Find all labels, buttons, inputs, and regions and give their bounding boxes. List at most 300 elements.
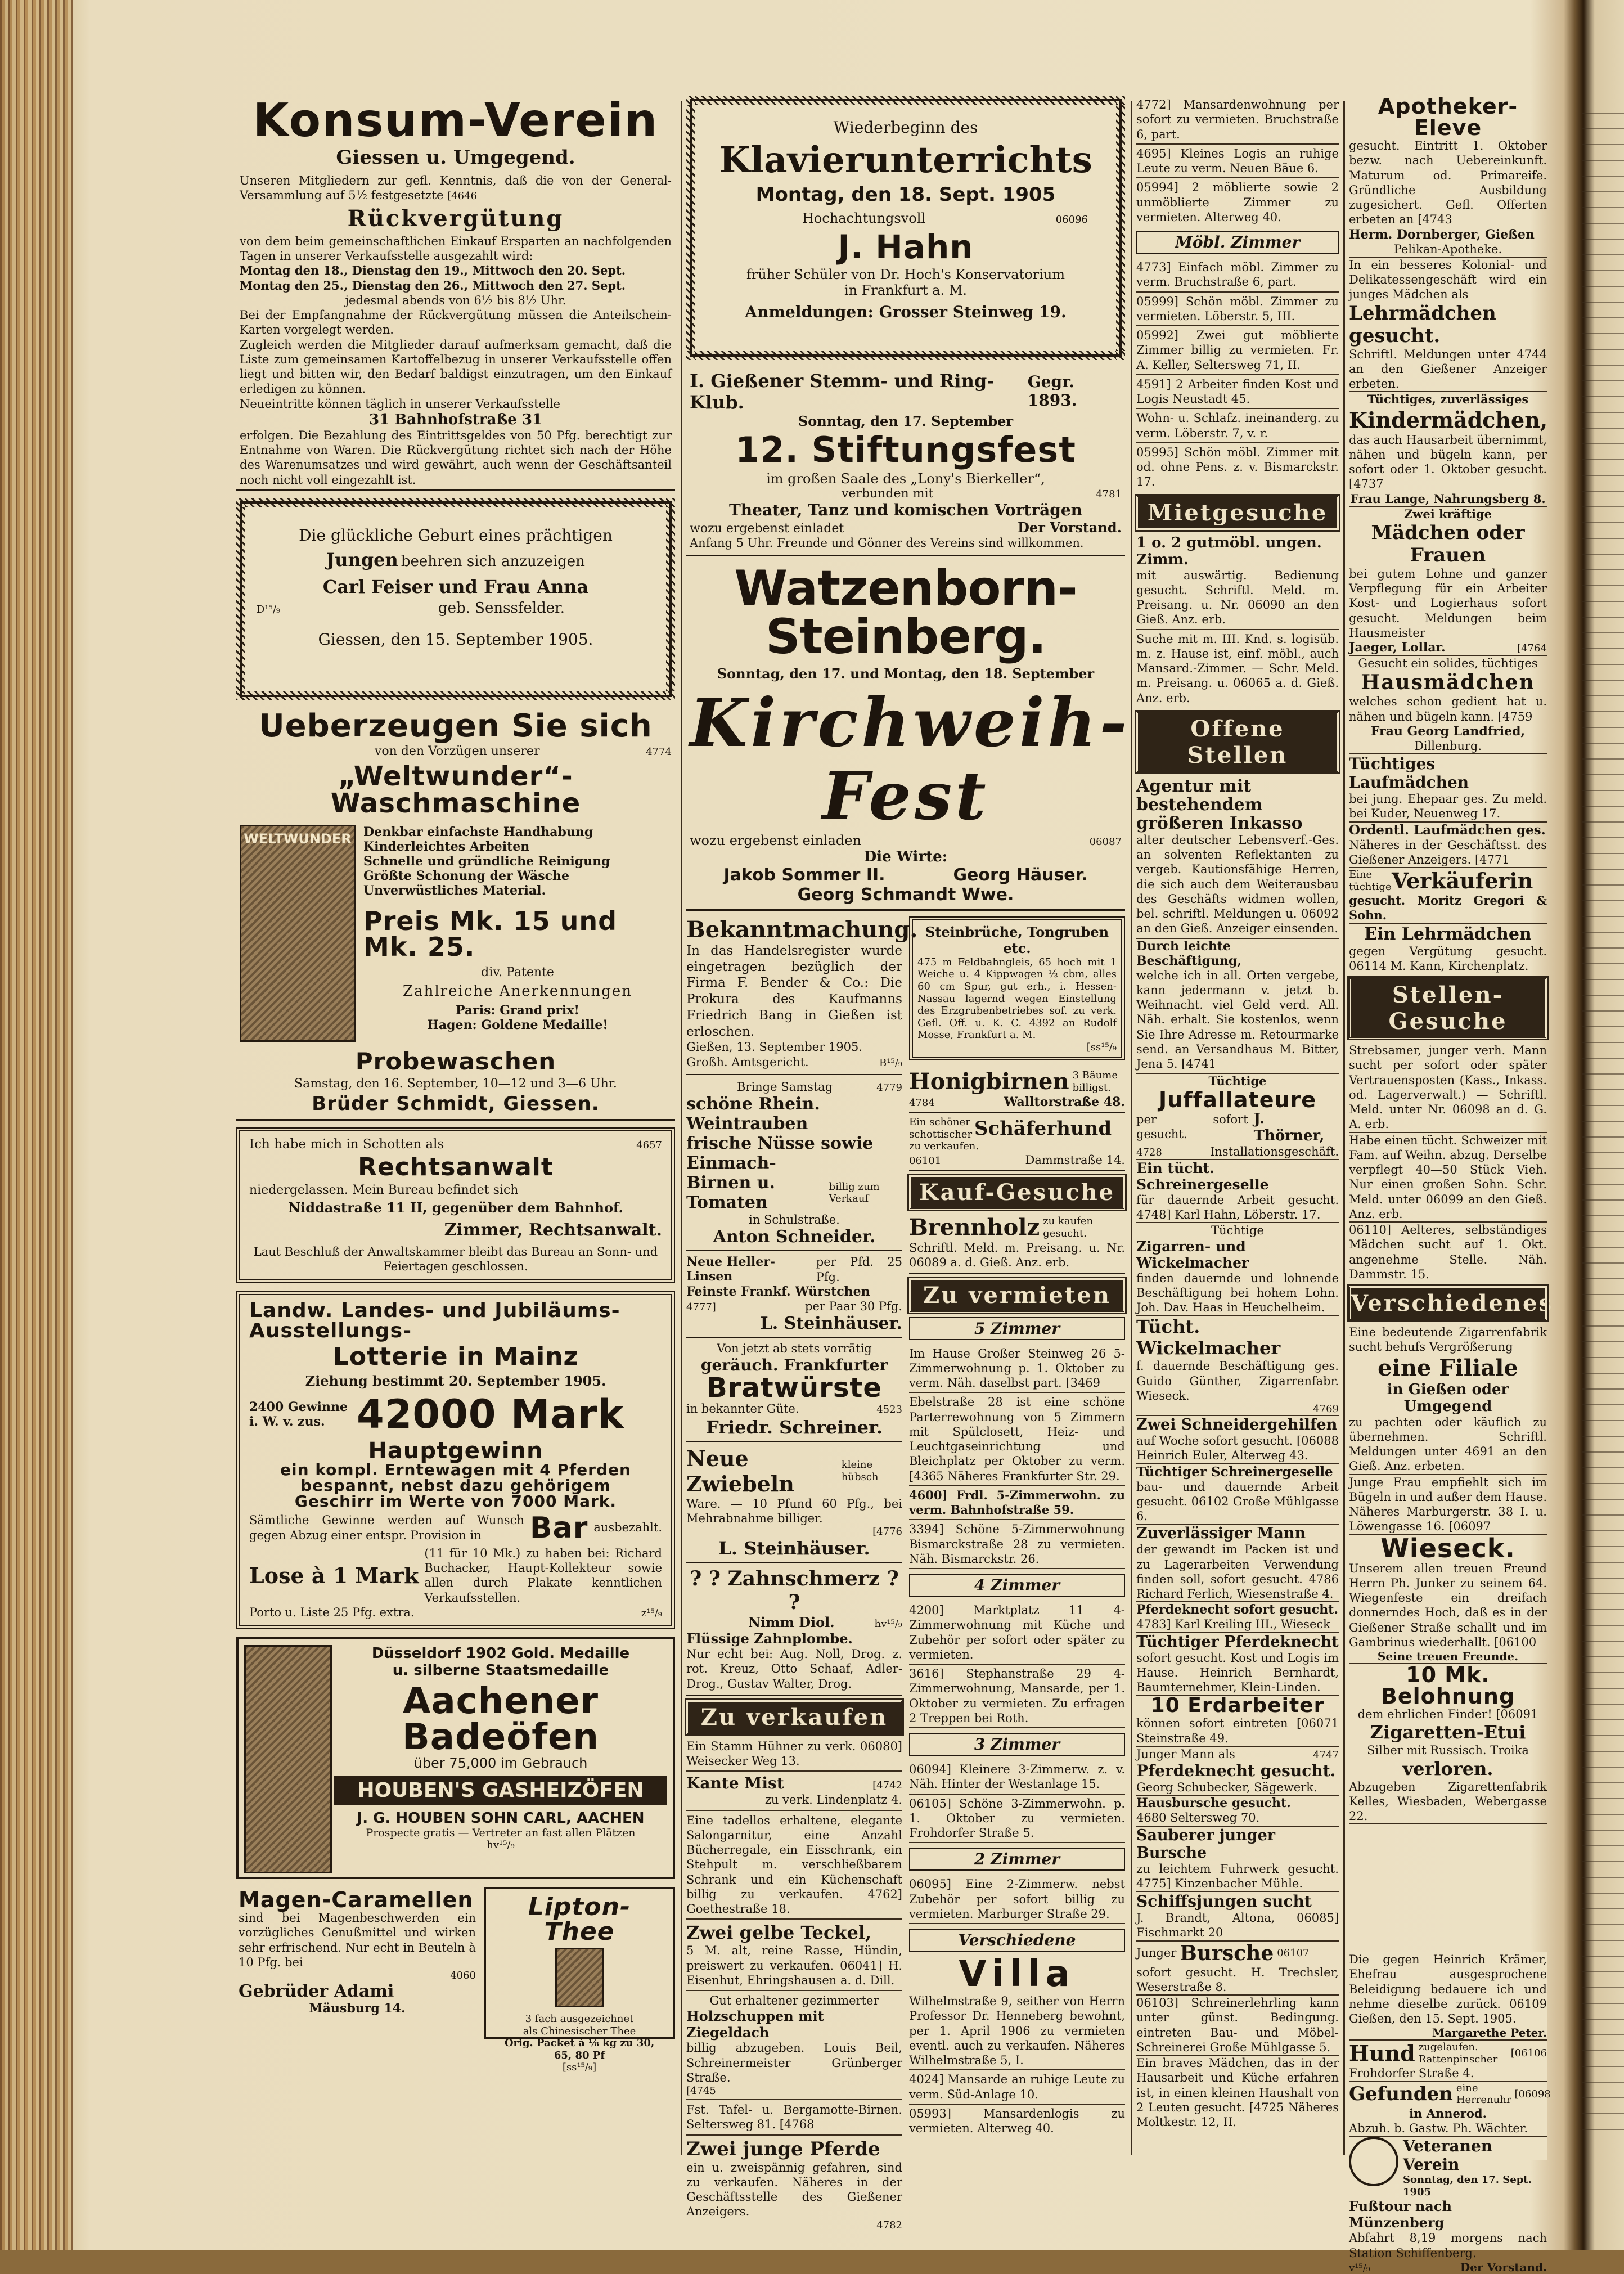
ad-aachener-badeoefen xyxy=(236,1637,675,1879)
ref-number: v¹⁵/₉ xyxy=(1349,2262,1370,2274)
firm-name: Jaeger, Lollar. xyxy=(1349,640,1446,655)
text-line: 3 fach ausgezeichnet xyxy=(525,2013,634,2025)
ad-weltwunder xyxy=(236,708,675,1121)
ad-schaeferhund xyxy=(909,1116,1125,1171)
ref-number: 4777] xyxy=(686,1301,716,1313)
draw-date: Ziehung bestimmt 20. September 1905. xyxy=(305,1373,606,1390)
paragraph: von dem beim gemeinschaftlichen Einkauf Ersparten an nachfolgenden Tagen in unserer Verkaufsstelle ausgezahlt wird: xyxy=(240,234,672,263)
column-rule xyxy=(1343,101,1345,2155)
heading: Rückvergütung xyxy=(347,205,564,232)
classified-ad: 5 M. alt, reine Rasse, Hündin, preiswert zu verkaufen. 06041] H. Eisenhut, Ehringshausen a. d. Dill. xyxy=(686,1944,902,1987)
address: Mäusburg 14. xyxy=(309,2001,406,2016)
column-1 xyxy=(236,96,675,2160)
classified-ad: Junge Frau empfiehlt sich im Bügeln in und außer dem Hause. Näheres Marburgerstr. 38 I. u. Löwengasse 16. [06097 xyxy=(1349,1475,1547,1535)
classified-title: Veteranen xyxy=(1403,2137,1493,2156)
text-line: Anfang 5 Uhr. Freunde und Gönner des Vereins sind willkommen. xyxy=(690,536,1084,550)
ref-number: 4782 xyxy=(876,2219,902,2231)
prize-line: ein kompl. Erntewagen mit 4 Pferden xyxy=(280,1460,631,1480)
classified-ad: bei gutem Lohne und ganzer Verpflegung für ein Arbeiter Kost- und Logierhaus sofort gesucht. Meldungen beim Hausmeister xyxy=(1349,567,1547,640)
ref-number: [4742 xyxy=(872,1779,902,1792)
firm-name: Frau Lange, Nahrungsberg 8. xyxy=(1349,492,1547,507)
text-line: Von jetzt ab stets vorrätig xyxy=(717,1342,872,1356)
ad-title: Steinbrüche, Tongruben etc. xyxy=(925,923,1109,956)
classified-ad: 06105] Schöne 3-Zimmerwohn. p. 1. Oktober zu vermieten. Frohdorfer Straße 5. xyxy=(909,1795,1125,1844)
text-line: Pelikan-Apotheke. xyxy=(1349,242,1547,258)
ref-number: [4776 xyxy=(872,1526,902,1538)
subcolumn-2b xyxy=(909,916,1125,2233)
classified-title: Ein tücht. Schreinergeselle xyxy=(1136,1160,1269,1193)
text-line: Silber mit Russisch. Troika xyxy=(1367,1743,1529,1758)
text-line: Bringe Samstag xyxy=(737,1080,833,1094)
classified-ad: 3394] Schöne 5-Zimmerwohnung Bismarckstraße 28 zu vermieten. Näh. Bismarckstr. 26. xyxy=(909,1520,1125,1569)
classified-title: Pferdeknecht sofort gesucht. xyxy=(1136,1602,1339,1617)
washing-machine-image xyxy=(240,825,356,1042)
classified-title: Apotheker-Eleve xyxy=(1378,94,1518,140)
parents-name: Carl Feiser und Frau Anna xyxy=(322,576,589,597)
classified-ad: 4695] Kleines Logis an ruhige Leute zu verm. Neuen Bäue 6. xyxy=(1136,145,1339,179)
product-name: Bratwürste xyxy=(707,1372,882,1404)
subcolumn-2a xyxy=(686,916,918,2233)
classified-ad: Ein braves Mädchen, das in der Hausarbeit und Küche erfahren ist, in einen kleinen Haushalt von 2 Leuten gesucht. [4725 Näheres Moltkestr. 12, II. xyxy=(1136,2056,1339,2129)
classified-title: in Gießen oder Umgegend xyxy=(1387,1381,1509,1415)
text-line: Porto u. Liste 25 Pfg. extra. xyxy=(249,1605,415,1619)
classified-ad: J. Brandt, Altona, 06085] Fischmarkt 20 xyxy=(1136,1911,1339,1942)
classified-title: Hausbursche gesucht. xyxy=(1136,1796,1291,1811)
classified-ad: 4783] Karl Kreiling III., Wieseck xyxy=(1136,1617,1339,1633)
paragraph: Nur echt bei: Aug. Noll, Drog. z. rot. Kreuz, Otto Schaaf, Adler-Drog., Gustav Walter, Drog. xyxy=(686,1647,902,1691)
subheader-2-zimmer: 2 Zimmer xyxy=(909,1848,1125,1871)
classified-title: Zigaretten-Etui xyxy=(1370,1722,1526,1743)
text-line: verbunden mit xyxy=(842,487,934,501)
subheader-verschiedene: Verschiedene xyxy=(909,1929,1125,1952)
classified-ad: Abzuh. b. Gastw. Ph. Wächter. xyxy=(1349,2121,1547,2137)
classified-ad: in Annerod. xyxy=(1409,2106,1487,2120)
classified-ad: alter deutscher Lebensverf.-Ges. an solventen Reflektanten zu vergeb. Kautionsfähige Herren, die sich auch dem Weiterausbau des Geschäfts widmen wollen, bel. schriftl. Meldungen u. 06092 an den Gieß. Anzeiger einsenden. xyxy=(1136,833,1339,939)
text-line: kleine hübsch xyxy=(841,1459,879,1483)
ad-title: Klavierunterrichts xyxy=(719,139,1092,181)
text-line: in bekannter Güte. xyxy=(686,1402,799,1416)
ref-number: [ss¹⁵/₉ xyxy=(1086,1041,1117,1053)
ad-kirchweih xyxy=(686,560,1131,911)
price: per Paar 30 Pfg. xyxy=(805,1299,902,1313)
teacher-name: J. Hahn xyxy=(838,228,974,266)
classified-title: Pferdeknecht gesucht. xyxy=(1136,1761,1336,1780)
ad-birth-announcement xyxy=(236,498,675,700)
event-title: Kirchweih-Fest xyxy=(690,684,1131,835)
feature: Denkbar einfachste Handhabung xyxy=(363,824,593,839)
classified-ad: 06094] Kleinere 3-Zimmerw. z. v. Näh. Hinter der Westanlage 15. xyxy=(909,1760,1125,1795)
host-name: Georg Schmandt Wwe. xyxy=(797,884,1014,905)
classified-ad: zu leichtem Fuhrwerk gesucht. 4775] Kinzenbacher Mühle. xyxy=(1136,1862,1339,1893)
ad-title: Ueberzeugen Sie sich xyxy=(259,707,653,744)
text-line: Zwei kräftige xyxy=(1403,506,1492,521)
address: Walltorstraße 48. xyxy=(1004,1095,1125,1109)
paragraph: sind bei Magenbeschwerden ein vorzügliches Genußmittel und wirken sehr erfrischend. Nur echt in Beuteln à 10 Pfg. bei xyxy=(239,1911,476,1969)
classified-ad: ein u. zweispännig gefahren, sind zu verkaufen. Näheres in der Geschäftsstelle des Gießener Anzeigers. xyxy=(686,2160,902,2219)
product-name: Badeöfen xyxy=(402,1716,599,1758)
classified-ad: Habe einen tücht. Schweizer mit Fam. auf Weihn. abzug. Derselbe verpflegt 40—50 Stück Vieh. Nur einen großen Sohn. Schr. Meld. unter 06099 an den Gieß. Anz. erb. xyxy=(1349,1133,1547,1223)
classified-title: Kindermädchen, xyxy=(1349,407,1548,433)
firm-name: Herm. Dornberger, Gießen xyxy=(1349,227,1535,242)
firm-name: Gebrüder Adami xyxy=(239,1981,394,2001)
classified-ad: 06103] Schreinerlehrling kann unter günst. Bedingung. eintreten Bau- und Möbel-Schreinerei Große Mühlgasse 5. xyxy=(1136,1996,1339,2056)
text-line: Zahlreiche Anerkennungen xyxy=(403,982,632,1000)
product-name: „Weltwunder“-Waschmaschine xyxy=(330,760,581,819)
date-line: Montag, den 18. Sept. 1905 xyxy=(755,183,1056,206)
price: Preis Mk. 15 und Mk. 25. xyxy=(363,905,618,962)
address: 31 Bahnhofstraße 31 xyxy=(368,411,542,428)
classified-title: Tücht. Wickelmacher xyxy=(1136,1316,1281,1359)
subheader-5-zimmer: 5 Zimmer xyxy=(909,1317,1125,1340)
classified-ad: 4772] Mansardenwohnung per sofort zu vermieten. Bruchstraße 6, part. xyxy=(1136,96,1339,145)
ref-number: 4657 xyxy=(636,1139,662,1151)
ref-number: [ss¹⁵/₉] xyxy=(562,2061,597,2074)
ad-title: Rechtsanwalt xyxy=(358,1152,554,1181)
classified-ad: Abfahrt 8,19 morgens nach Station Schiffenberg. xyxy=(1349,2231,1547,2260)
classified-title: Wieseck. xyxy=(1380,1533,1515,1563)
text-line: Theater, Tanz und komischen Vorträgen xyxy=(728,501,1083,519)
classified-ad: können sofort eintreten [06071 Steinstraße 49. xyxy=(1136,1716,1339,1747)
classified-title: Hund xyxy=(1349,2041,1415,2066)
classified-title: Zuverlässiger Mann xyxy=(1136,1525,1306,1543)
classified-title: Gefunden xyxy=(1349,2083,1453,2106)
text-line: zugelaufen. Rattenpinscher xyxy=(1418,2041,1498,2065)
ref-number: [4764 xyxy=(1517,642,1547,654)
text-line: Laut Beschluß der Anwaltskammer bleibt das Bureau an Sonn- und Feiertagen geschlossen. xyxy=(253,1244,658,1273)
classified-title: Juffallateure xyxy=(1158,1087,1317,1112)
classified-ad: 4600] Frdl. 5-Zimmerwohn. zu verm. Bahnhofstraße 59. xyxy=(909,1486,1125,1521)
ad-klavierunterricht xyxy=(686,96,1125,360)
classified-title: verloren. xyxy=(1402,1758,1493,1779)
host-name: Georg Häuser. xyxy=(953,865,1088,885)
paragraph: Zugleich werden die Mitglieder darauf aufmerksam gemacht, daß die Liste zum gemeinsamen Kartoffelbezug in unserer Verkaufsstelle offen liegt und bitten wir, den Bedarf baldigst einzutragen, um den Einkauf erledigen zu können. xyxy=(240,338,672,396)
text-line: i. W. v. zus. xyxy=(249,1414,325,1430)
classified-title: Verein xyxy=(1403,2155,1460,2174)
prize-line: Geschirr im Werte von 7000 Mark. xyxy=(294,1492,617,1511)
classified-ad: 4680 Seltersweg 70. xyxy=(1136,1810,1339,1826)
event-time: Samstag, den 16. September, 10—12 und 3—6 Uhr. xyxy=(294,1076,617,1091)
text-line: beehren sich anzuzeigen xyxy=(401,552,585,570)
signature: Margarethe Peter. xyxy=(1349,2026,1547,2041)
classified-ad: billig abzugeben. Louis Beil, Schreinermeister Grünberger Straße. xyxy=(686,2041,902,2084)
merchant-name: Anton Schneider. xyxy=(713,1227,876,1247)
ref-number: 06107 xyxy=(1277,1947,1310,1959)
ref-number: z¹⁵/₉ xyxy=(641,1607,662,1619)
classified-ad: 06110] Aelteres, selbständiges Mädchen sucht auf 1. Okt. angenehme Stelle. Näh. Dammstr. 15. xyxy=(1349,1223,1547,1281)
subheader-4-zimmer: 4 Zimmer xyxy=(909,1574,1125,1597)
text-line: zu kaufen gesucht. xyxy=(1043,1215,1094,1239)
ad-lipton-thee xyxy=(484,1887,675,2074)
classified-ad: gegen Vergütung gesucht. 06114 M. Kann, Kirchenplatz. xyxy=(1349,944,1547,973)
award: Paris: Grand prix! xyxy=(455,1003,580,1018)
classified-ad: Abzugeben Zigarettenfabrik Kelles, Wiesbaden, Webergasse 22. xyxy=(1349,1779,1547,1825)
ref-number: D¹⁵/₉ xyxy=(257,603,281,615)
veterans-emblem xyxy=(1349,2137,1398,2186)
classified-ad: Wohn- u. Schlafz. ineinanderg. zu verm. Löberstr. 7, v. r. xyxy=(1136,409,1339,443)
text-line: Tüchtige xyxy=(1211,1224,1264,1238)
text-line: ausbezahlt. xyxy=(593,1521,662,1535)
classified-ad: Ein Stamm Hühner zu verk. 06080] Weisecker Weg 13. xyxy=(686,1739,902,1772)
product-line: schöne Rhein. Weintrauben xyxy=(686,1094,820,1134)
merchant-name: L. Steinhäuser. xyxy=(760,1314,902,1334)
text-line: Dillenburg. xyxy=(1349,739,1547,754)
column-5-bottom xyxy=(1349,1952,1551,2274)
ref-number: 06096 xyxy=(1055,214,1088,226)
classified-ad: 4773] Einfach möbl. Zimmer zu verm. Bruchstraße 6, part. xyxy=(1136,258,1339,293)
ref-number: 4784 xyxy=(909,1097,935,1109)
classified-ad: gesucht. Moritz Gregori & Sohn. xyxy=(1349,893,1547,924)
paragraph: Bei der Empfangnahme der Rückvergütung müssen die Anteilschein-Karten vorgelegt werden. xyxy=(240,308,672,337)
product-name: Neue Zwiebeln xyxy=(686,1445,794,1496)
main-prize: Hauptgewinn xyxy=(368,1438,543,1464)
signature: Großh. Amtsgericht. xyxy=(686,1055,809,1069)
ref-number: [06098 xyxy=(1514,2088,1551,2100)
address: Niddastraße 11 II, gegenüber dem Bahnhof. xyxy=(288,1199,623,1216)
text-line: niedergelassen. Mein Bureau befindet sich xyxy=(249,1183,519,1197)
classified-ad: zu pachten oder käuflich zu übernehmen. Schriftl. Meldungen unter 4691 an den Gieß. Anz. erbeten. xyxy=(1349,1415,1547,1475)
classified-ad: Die gegen Heinrich Krämer, Ehefrau ausgesprochene Beleidigung bedauere ich und nehme dieselbe zurück. 06109 Gießen, den 15. Sept. 1905. xyxy=(1349,1953,1547,2025)
classified-ad: welches schon gedient hat u. nähen und bügeln kann. [4759 xyxy=(1349,695,1547,723)
text-line: Tüchtige xyxy=(1208,1074,1267,1089)
ad-rechtsanwalt xyxy=(236,1127,675,1284)
classified-ad: Gut erhaltener gezimmerter xyxy=(709,1994,879,2008)
text-line: Hochachtungsvoll xyxy=(802,210,926,226)
classified-title: Zwei gelbe Teckel, xyxy=(686,1922,872,1944)
classified-title: Schiffsjungen sucht xyxy=(1136,1892,1312,1911)
text-line: Junger Mann als xyxy=(1136,1747,1235,1761)
classified-title: Zwei junge Pferde xyxy=(686,2137,880,2160)
villa-title: Villa xyxy=(959,1953,1076,1996)
date-line: Montag den 18., Dienstag den 19., Mittwoch den 20. Sept. xyxy=(240,263,626,278)
classified-ad: Frohdorfer Straße 4. xyxy=(1349,2066,1547,2082)
lawyer-name: Zimmer, Rechtsanwalt. xyxy=(444,1220,662,1240)
classified-title: eine Filiale xyxy=(1378,1354,1518,1381)
classified-ad: Näheres in der Geschäftsst. des Gießener Anzeigers. [4771 xyxy=(1349,838,1547,869)
classified-ad: zu verk. Lindenplatz 4. xyxy=(764,1793,902,1807)
classified-title: Tüchtiger Schreinergeselle xyxy=(1136,1464,1333,1480)
section-header-stellen-gesuche: Stellen-Gesuche xyxy=(1349,978,1547,1039)
ad-lotterie-mainz xyxy=(236,1291,675,1629)
classified-ad: 06095] Eine 2-Zimmerw. nebst Zubehör per sofort billig zu vermieten. Marburger Straße 29. xyxy=(909,1875,1125,1924)
classified-title: Hausmädchen xyxy=(1361,671,1535,695)
ad-title: Landw. Landes- und Jubiläums-Ausstellungs- xyxy=(249,1299,620,1343)
date-line: Sonntag, den 17. und Montag, den 18. September xyxy=(717,666,1095,682)
ref-number: hv¹⁵/₉ xyxy=(874,1618,902,1630)
text-line: zu verkaufen. xyxy=(909,1140,979,1153)
section-header-zu-verkaufen: Zu verkaufen xyxy=(686,1700,902,1734)
ref-number: [06106 xyxy=(1510,2047,1547,2060)
date-line: jedesmal abends von 6½ bis 8½ Uhr. xyxy=(345,293,566,307)
ref-number: 4728 xyxy=(1136,1146,1162,1158)
image-caption: WELTWUNDER xyxy=(244,830,352,847)
section-header-verschiedenes: Verschiedenes xyxy=(1349,1286,1547,1320)
product-line: Feinste Frankf. Würstchen xyxy=(686,1284,870,1299)
text-line: Prospecte gratis — Vertreter an fast allen Plätzen xyxy=(366,1827,636,1839)
classified-title: Ein Lehrmädchen xyxy=(1364,924,1532,944)
text-line: div. Patente xyxy=(481,965,554,979)
ad-stemm-ring-klub xyxy=(686,368,1125,556)
text-line: 2400 Gewinne xyxy=(249,1400,348,1415)
paragraph: Ware. — 10 Pfund 60 Pfg., bei Mehrabnahme billiger. xyxy=(686,1496,902,1525)
text-line: Die Wirte: xyxy=(863,848,948,865)
classified-title: Kante Mist xyxy=(686,1774,784,1793)
ref-number: 4060 xyxy=(450,1970,476,1981)
feature: Kinderleichtes Arbeiten xyxy=(363,839,530,854)
text-line: Wiederbeginn des xyxy=(833,118,978,137)
text-line: 3 Bäume billigst. xyxy=(1072,1069,1118,1094)
classified-title: Lehrmädchen gesucht. xyxy=(1349,302,1496,347)
text-line: Ein schöner schottischer xyxy=(909,1116,973,1140)
signature: Der Vorstand. xyxy=(1460,2260,1547,2274)
column-4 xyxy=(1136,96,1339,2160)
paragraph: 475 m Feldbahngleis, 65 hoch mit 1 Weiche u. 4 Kippwagen ⅓ cbm, alles 60 cm Spur, gut erh., i. Hessen-Nassau lagernd wegen Einstellung des Erzgrubenbetriebes sof. zu verk. Gefl. Off. u. K. C. 4392 an Rudolf Mosse, Frankfurt a. M. xyxy=(917,956,1117,1041)
text-line: Orig. Packet à ⅛ kg zu 30, 65, 80 Pf xyxy=(504,2037,655,2061)
classified-ad: Eine bedeutende Zigarrenfabrik sucht behufs Vergrößerung xyxy=(1349,1325,1547,1354)
feature: Schnelle und gründliche Reinigung xyxy=(363,853,610,869)
classified-ad: per sofort gesucht. xyxy=(1136,1112,1248,1141)
subheader-moebl-zimmer: Möbl. Zimmer xyxy=(1136,231,1339,254)
paragraph: erfolgen. Die Bezahlung des Eintrittsgeldes von 50 Pfg. berechtigt zur Entnahme von Waren. Die Rückvergütung richtet sich nach der Höhe des Warenumsatzes und wird gewährt, auch wenn der Geschäftsanteil noch nicht voll eingezahlt ist. xyxy=(240,428,672,487)
classified-ad: Fst. Tafel- u. Bergamotte-Birnen. Seltersweg 81. [4768 xyxy=(686,2100,902,2136)
classified-title: Bursche xyxy=(1180,1941,1274,1965)
classified-ad: mit auswärtig. Bedienung gesucht. Schriftl. Meld. m. Preisang. u. Nr. 06090 an den Gieß. Anz. erb. xyxy=(1136,568,1339,630)
ad-magen-caramellen xyxy=(236,1887,478,2047)
ad-linsen xyxy=(686,1255,902,1338)
date-line: Giessen, den 15. September 1905. xyxy=(318,630,593,649)
classified-ad: 3616] Stephanstraße 29 4-Zimmerwohnung, Mansarde, per 1. Oktober zu vermieten. Zu erfragen 2 Treppen bei Roth. xyxy=(909,1665,1125,1728)
text-line: Flüssige Zahnplombe. xyxy=(686,1630,853,1647)
classified-ad: 4200] Marktplatz 11 4-Zimmerwohnung mit Küche und Zubehör per sofort oder später zu vermieten. xyxy=(909,1601,1125,1665)
classified-ad: bau- und dauernde Arbeit gesucht. 06102 Große Mühlgasse 6. xyxy=(1136,1480,1339,1525)
classified-title: Mädchen oder Frauen xyxy=(1371,521,1525,567)
address: Dammstraße 14. xyxy=(1025,1153,1125,1167)
section-header-mietgesuche: Mietgesuche xyxy=(1136,496,1339,530)
classified-ad: Unserem allen treuen Freund Herrn Ph. Junker zu seinem 64. Wiegenfeste ein dreifach donnerndes Hoch, daß es in der Gießener Straße schallt und im Gambrinus wiederhallt. [06100 xyxy=(1349,1561,1547,1649)
text-line: im großen Saale des „Lony's Bierkeller“, xyxy=(766,471,1045,487)
signature: Seine treuen Freunde. xyxy=(1349,1650,1547,1664)
date-line: Sonntag, den 17. Sept. 1905 xyxy=(1403,2174,1532,2198)
classified-ad: das auch Hausarbeit übernimmt, nähen und bügeln kann, per sofort oder 1. Oktober gesucht. [4737 xyxy=(1349,433,1547,491)
text-line: dem ehrlichen Finder! [06091 xyxy=(1357,1707,1538,1721)
text-line: Junger xyxy=(1136,1946,1177,1960)
ref-number: 4779 xyxy=(876,1081,902,1094)
text-line: wozu ergebenst einladet xyxy=(690,522,844,536)
text-line: billig zum Verkauf xyxy=(829,1180,880,1205)
column-5 xyxy=(1349,94,1553,2160)
text-line: über 75,000 im Gebrauch xyxy=(413,1755,588,1771)
bar-word: Bar xyxy=(529,1511,588,1545)
section-header-zu-vermieten: Zu vermieten xyxy=(909,1278,1125,1313)
adjacent-page-fragment xyxy=(1582,113,1624,2138)
total-amount: 42000 Mark xyxy=(356,1391,624,1438)
paragraph: Neueintritte können täglich in unserer Verkaufsstelle xyxy=(240,397,560,411)
text-line: wozu ergebenst einladen xyxy=(690,832,861,848)
classified-ad: In ein besseres Kolonial- und Delikatessengeschäft wird ein junges Mädchen als xyxy=(1349,258,1547,302)
product-line: frische Nüsse sowie Einmach- xyxy=(686,1134,874,1174)
ref-number: B¹⁵/₉ xyxy=(879,1057,902,1069)
classified-ad: f. dauernde Beschäftigung ges. Guido Günther, Zigarrenfabr. Wieseck. xyxy=(1136,1359,1339,1403)
classified-ad: bei jung. Ehepaar ges. Zu meld. bei Kuder, Neuenweg 17. xyxy=(1349,792,1547,823)
ad-zahnschmerz xyxy=(686,1567,902,1696)
classified-title: Ordentl. Laufmädchen ges. xyxy=(1349,822,1546,838)
classified-ad: Ebelstraße 28 ist eine schöne Parterrewohnung von 5 Zimmern mit Spülclosett, Heiz- und Leuchtgaseinrichtung und Bleichplatz per Oktober zu verm. [4365 Näheres Frankfurter Str. 29. xyxy=(909,1393,1125,1486)
classified-ad: Wilhelmstraße 9, seither von Herrn Professor Dr. Henneberg bewohnt, per 1. April 1906 zu vermieten eventl. auch zu verkaufen. Näheres Wilhelmstraße 5, I. xyxy=(909,1992,1125,2070)
classified-title: Holzschuppen mit Ziegeldach xyxy=(686,2008,824,2041)
date-line: Montag den 25., Dienstag den 26., Mittwoch den 27. Sept. xyxy=(240,278,626,293)
text-line: Installationsgeschäft. xyxy=(1210,1144,1339,1158)
classified-ad: 05994] 2 möblierte sowie 2 unmöblierte Zimmer zu vermieten. Alterweg 40. xyxy=(1136,181,1339,224)
ad-title: Bekanntmachung. xyxy=(686,916,918,943)
classified-ad: 05992] Zwei gut möblierte Zimmer billig zu vermieten. Fr. A. Keller, Seltersweg 71, II. xyxy=(1136,326,1339,375)
firm-name: J. Thörner, xyxy=(1253,1110,1325,1144)
column-rule xyxy=(1131,101,1132,2155)
ad-title: Konsum-Verein xyxy=(253,94,659,147)
classified-title: Sauberer junger Bursche xyxy=(1136,1826,1276,1862)
classified-ad: sofort gesucht. H. Trechsler, Weserstraße 8. xyxy=(1136,1965,1339,1996)
product-name: Brennholz xyxy=(909,1214,1040,1241)
firm-name: J. G. HOUBEN SOHN CARL, AACHEN xyxy=(357,1810,645,1827)
ref-number: 4781 xyxy=(1096,488,1122,500)
classified-title: 10 Mk. Belohnung xyxy=(1380,1662,1515,1709)
firm-name: Brüder Schmidt, Giessen. xyxy=(312,1092,600,1115)
classified-ad: Strebsamer, junger verh. Mann sucht per sofort oder später Vertrauensposten (Kass., Inkass. od. Lagerverwalt.) — Schriftl. Meld. unter Nr. 06098 an d. G. A. erb. xyxy=(1349,1043,1547,1133)
text-line: Ich habe mich in Schotten als xyxy=(249,1136,444,1152)
ad-bekanntmachung xyxy=(686,916,918,1075)
firm-name: Frau Georg Landfried, xyxy=(1370,723,1526,739)
classified-title: Tüchtiger Pferdeknecht xyxy=(1136,1633,1339,1651)
host-name: Jakob Sommer II. xyxy=(723,865,885,885)
text-line: Jungen xyxy=(326,549,398,570)
text-line: u. silberne Staatsmedaille xyxy=(392,1662,609,1679)
classified-ad: Eine tadellos erhaltene, elegante Salongarnitur, eine Anzahl Bücherregale, ein Eisschrank, ein Stehpult m. verschließbarem Schrank und ein Küchenschaft billig zu verkaufen. 4762] Goethestraße 18. xyxy=(686,1811,902,1920)
prize-line: bespannt, nebst dazu gehörigem xyxy=(300,1476,611,1495)
classified-ad: für dauernde Arbeit gesucht. 4748] Karl Hahn, Löberstr. 17. xyxy=(1136,1193,1339,1224)
ad-zwiebeln xyxy=(686,1446,902,1564)
price: per Pfd. 25 Pfg. xyxy=(816,1255,902,1284)
product-name: Aachener xyxy=(402,1680,599,1722)
address: Anmeldungen: Grosser Steinweg 19. xyxy=(745,303,1067,321)
classified-ad: gesucht. Eintritt 1. Oktober bezw. nach Uebereinkunft. Maturum od. Primareife. Gründliche Ausbildung zugesichert. Gefl. Offerten erbeten an [4743 xyxy=(1349,139,1547,227)
classified-ad: der gewandt im Packen ist und zu Lagerarbeiten Verwendung finden soll, sofort gesucht. 4786 Richard Ferlich, Wiesenstraße 4. xyxy=(1136,1542,1339,1602)
classified-title: Zigarren- und Wickelmacher xyxy=(1136,1238,1249,1271)
classified-ad: Suche mit m. III. Knd. s. logisüb. m. z. Hause ist, einf. möbl., auch Mansard.-Zimmer. — Schr. Meld. m. Preisang. u. 06065 a. d. Gieß. Anz. erb. xyxy=(1136,632,1339,705)
classified-ad: sofort gesucht. Kost und Logis im Hause. Heinrich Bernhardt, Baumternehmer, Klein-Linden. xyxy=(1136,1651,1339,1696)
classified-title: 1 o. 2 gutmöbl. ungen. Zimm. xyxy=(1136,534,1322,568)
classified-ad: Im Hause Großer Steinweg 26 5-Zimmerwohnung p. 1. Oktober zu verm. Näh. daselbst part. [3469 xyxy=(909,1345,1125,1394)
ref-number: [4745 xyxy=(686,2085,716,2097)
text-line: Die glückliche Geburt eines prächtigen xyxy=(299,525,613,545)
classified-ad: 05995] Schön möbl. Zimmer mit od. ohne Pens. z. v. Bismarckstr. 17. xyxy=(1136,445,1339,489)
classified-ad: 4591] 2 Arbeiter finden Kost und Logis Neustadt 45. xyxy=(1136,375,1339,410)
classified-ad: Schriftl. Meldungen unter 4744 an den Gießener Anzeiger erbeten. xyxy=(1349,347,1547,393)
ad-honigbirnen xyxy=(909,1068,1125,1113)
text-line: Sämtliche Gewinne werden auf Wunsch gegen Abzug einer entspr. Provision in xyxy=(249,1513,524,1542)
banner: HOUBEN'S GASHEIZÖFEN xyxy=(334,1776,667,1805)
subheader-3-zimmer: 3 Zimmer xyxy=(909,1733,1125,1756)
product-name: Honigbirnen xyxy=(909,1068,1069,1095)
event-title: 12. Stiftungsfest xyxy=(735,429,1076,470)
classified-title: Agentur mit bestehendem größeren Inkasso xyxy=(1136,776,1303,833)
column-rule xyxy=(681,101,682,2155)
text-line: Eine tüchtige xyxy=(1349,868,1392,893)
classified-ad: Schriftl. Meld. m. Preisang. u. Nr. 06089 a. d. Gieß. Anz. erb. xyxy=(909,1241,1125,1270)
ref-number: 4774 xyxy=(646,745,672,758)
text-line: Düsseldorf 1902 Gold. Medaille xyxy=(371,1645,630,1662)
paragraph: Unseren Mitgliedern zur gefl. Kenntnis, daß die von der General-Versammlung auf 5½ festgesetzte xyxy=(240,174,672,203)
text-line: in Frankfurt a. M. xyxy=(844,282,968,298)
classified-ad: 05999] Schön möbl. Zimmer zu vermieten. Löberstr. 5, III. xyxy=(1136,293,1339,327)
text-line: (11 für 10 Mk.) zu haben bei: Richard Buchacker, Haupt-Kollekteur sowie allen durch Plakate kenntlichen Verkaufsstellen. xyxy=(424,1546,662,1605)
